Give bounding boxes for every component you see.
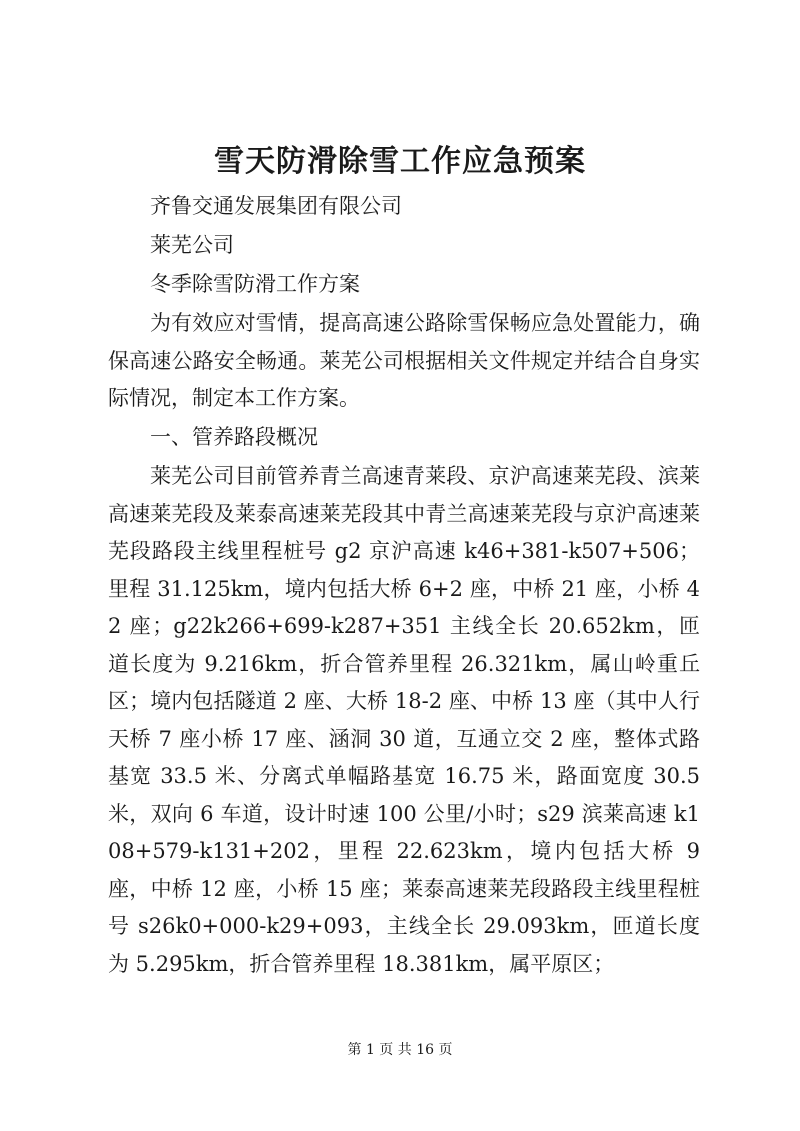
- page-footer: 第 1 页 共 16 页: [347, 1042, 453, 1058]
- company-name: 齐鲁交通发展集团有限公司: [150, 194, 402, 218]
- road-overview-paragraph: 莱芜公司目前管养青兰高速青莱段、京沪高速莱芜段、滨莱高速莱芜段及莱泰高速莱芜段其中青兰高速莱芜段与京沪高速莱芜段路段主线里程桩号 g2 京沪高速 k46+381-k507+506；里程 31.125km，境内包括大桥 6+2 座，中桥 21 座，小桥 42 座；g22k266+699-k287+351 主线全长 20.652km，匝道长度为 9.216km，折合管养里程 26.321km，属山岭重丘区；境内包括隧道 2 座、大桥 18-2 座、中桥 13 座（其中人行天桥 7 座小桥 17 座、涵洞 30 道，互通立交 2 座，整体式路基宽 33.5 米、分离式单幅路基宽 16.75 米，路面宽度 30.5 米，双向 6 车道，设计时速 100 公里/小时；s29 滨莱高速 k108+579-k131+202，里程 22.623km，境内包括大桥 9 座，中桥 12 座，小桥 15 座；莱泰高速莱芜段路段主线里程桩号 s26k0+000-k29+093，主线全长 29.093km，匝道长度为 5.295km，折合管养里程 18.381km，属平原区；: [108, 464, 700, 976]
- document-title: 雪天防滑除雪工作应急预案: [214, 144, 586, 179]
- plan-subtitle: 冬季除雪防滑工作方案: [150, 272, 360, 296]
- branch-name: 莱芜公司: [150, 233, 234, 257]
- section-heading: 一、管养路段概况: [150, 425, 318, 449]
- intro-paragraph: 为有效应对雪情，提高高速公路除雪保畅应急处置能力，确保高速公路安全畅通。莱芜公司根据相关文件规定并结合自身实际情况，制定本工作方案。: [108, 311, 700, 410]
- document-body: [108, 188, 700, 985]
